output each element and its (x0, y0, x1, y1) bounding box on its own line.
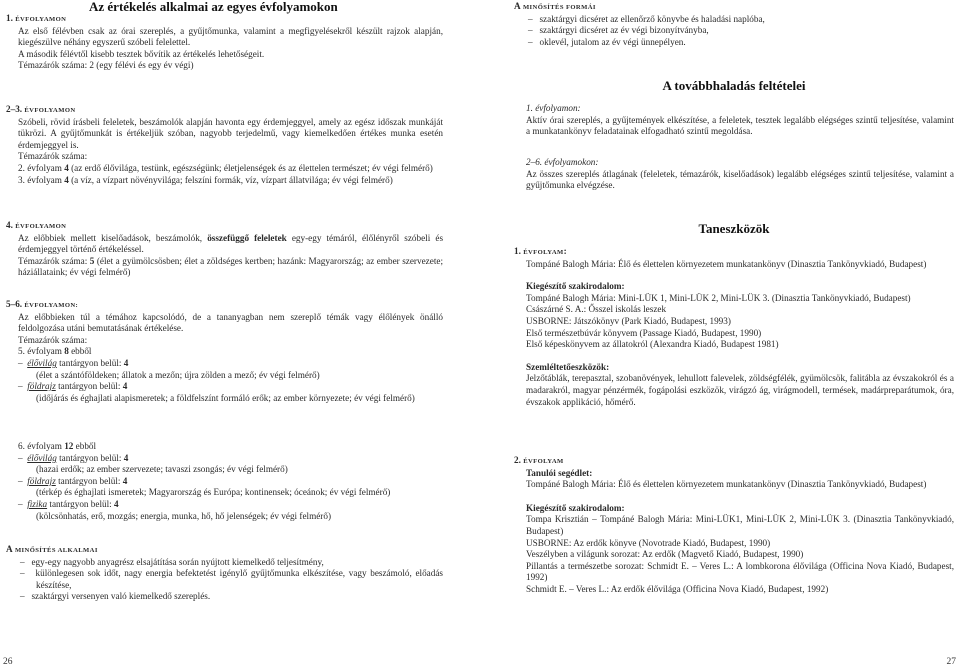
section-grade-4 (6, 220, 443, 279)
grade-6-summary: 6. évfolyam 12 ebből (18, 441, 97, 451)
paragraph: 2. évfolyam 4 (az erdő élővilága, testünk, egészségünk; életjelenségek és az élettelen természet; év végi felmérő) (18, 162, 433, 173)
subject-item: – földrajz tantárgyon belül: 4 (térkép és éghajlati ismeretek; Magyarország és Európa; kontinensek; óceánok; év végi felmérő) (18, 475, 391, 498)
grade-5-subjects (6, 358, 443, 404)
paragraph: Az előbbiek mellett kiselőadások, beszámolók, összefüggő feleletek egy-egy témáról, élőlényről szóbeli és érdemjeggyel történő értékeléssel. (18, 232, 444, 255)
section-grade-5-6 (6, 299, 443, 404)
section-grade-2-3 (6, 104, 443, 186)
list-item: Első természetbúvár könyvem (Passage Kiadó, Budapest, 1990) (526, 327, 762, 338)
paragraph: 3. évfolyam 4 (a víz, a vízpart növényvilága; felszíni formák, víz, vízpart állatvilága; év végi felmérő) (18, 174, 393, 185)
section-heading: 2–3. ÉVFOLYAMON (6, 104, 76, 114)
list-item: USBORNE: Játszókönyv (Park Kiadó, Budapest, 1993) (526, 315, 731, 326)
subheading: Szemléltetőeszközök: (526, 361, 610, 372)
textbook-reference: Tompáné Balogh Mária: Élő és élettelen környezetem munkatankönyv (Dinasztia Tankönyvkiadó, Budapest) (526, 258, 927, 269)
paragraph: Témazárók száma: (18, 334, 88, 345)
tools-grade-1 (514, 246, 954, 408)
list-item: – szaktárgyi versenyen való kiemelkedő szereplés. (20, 591, 211, 602)
section-title-progression: A továbbhaladás feltételei (662, 78, 806, 93)
paragraph: Az előbbieken túl a témához kapcsolódó, de a tananyagban nem szereplő témák vagy élőlények önálló feldolgozása utáni bemutatásának értékelése. (18, 311, 443, 334)
subheading: Kiegészítő szakirodalom: (526, 502, 625, 513)
list-item: Tompáné Balogh Mária: Mini-LÜK 1, Mini-LÜK 2, Mini-LÜK 3. (Dinasztia Tankönyvkiadó, Budapest) (526, 292, 911, 303)
section-qualification-forms (514, 1, 954, 48)
list-item: – oklevél, jutalom az év végi ünnepélyen. (528, 36, 686, 47)
list-item: Pillantás a természetbe sorozat: Schmidt E. – Veres L.: A lombkorona élővilága (Officina Nova Kiadó, Budapest, 1992) (526, 560, 954, 583)
grade-6-block (6, 441, 443, 522)
list-item: – különlegesen sok időt, nagy energia befektetést igénylő gyűjtőmunka elkészítése, vagy beszámoló, előadás készítése, (20, 568, 443, 590)
subject-item: – földrajz tantárgyon belül: 4 (időjárás és éghajlati alapismeretek; a földfelszínt formáló erők; az ember környezete; év végi felmérő) (18, 381, 415, 403)
list-item: Császárné S. A.: Ősszel iskolás leszek (526, 304, 667, 315)
section-qualification-occasions (6, 544, 443, 603)
tools-grade-2 (514, 455, 954, 596)
subject-item: – élővilág tantárgyon belül: 4 (élet a szántóföldeken; állatok a mezőn; újra zölden a mező; év végi felmérő) (18, 357, 320, 380)
section-heading: 5–6. ÉVFOLYAMON: (6, 299, 79, 309)
page-number-left: 26 (3, 657, 13, 667)
paragraph: Aktív órai szereplés, a gyűjtemények elkészítése, a feleletek, tesztek legalább elégséges szintű teljesítése, valamint a munkatankönyv feladatainak elfogadható szintű megoldása. (526, 114, 954, 137)
progression-grade-1 (514, 103, 954, 138)
section-heading: A MINŐSÍTÉS ALKALMAI (6, 544, 98, 554)
progression-grade-2-6 (514, 157, 954, 192)
paragraph: A második félévtől kisebb tesztek bővítik az értékelés lehetőségeit. (18, 48, 265, 59)
subject-item: – élővilág tantárgyon belül: 4 (hazai erdők; az ember szervezete; tavaszi zsongás; év végi felmérő) (18, 452, 288, 475)
list-item: – szaktárgyi dicséret az év végi bizonyítványba, (528, 25, 709, 36)
list-item: – szaktárgyi dicséret az ellenőrző könyvbe és haladási naplóba, (528, 13, 765, 24)
page-title: Az értékelés alkalmai az egyes évfolyamokon (89, 0, 338, 14)
section-heading: 1. ÉVFOLYAMON (6, 13, 67, 23)
subheading: 2–6. évfolyamokon: (526, 157, 599, 167)
grade-5-summary: 5. évfolyam 8 ebből (18, 346, 92, 357)
section-heading: 2. ÉVFOLYAM (514, 455, 564, 465)
section-grade-1 (6, 13, 443, 72)
list-item: Veszélyben a világunk sorozat: Az erdők (Magvető Kiadó, Budapest, 1990) (526, 549, 804, 560)
paragraph: Szóbeli, rövid írásbeli feleletek, beszámolók alapján havonta egy érdemjeggyel, amely az egész időszak munkáját tükrözi. A gyűjtőmunkát is értékeljük szóban, nagyobb terjedelmű, vagy kiemelkedően értékes munka esetén érdemjeggyel is. (18, 116, 443, 150)
subject-item: – fizika tantárgyon belül: 4 (kölcsönhatás, erő, mozgás; energia, munka, hő, hő jelenségek; év végi felmérő) (18, 498, 332, 521)
list-item: Tompa Krisztián – Tompáné Balogh Mária: Mini-LÜK1, Mini-LÜK 2, Mini-LÜK 3. (Dinasztia Tankönyvkiadó, Budapest) (526, 514, 954, 536)
paragraph: Témazárók száma: 2 (egy félévi és egy év végi) (18, 60, 194, 71)
textbook-reference: Tompáné Balogh Mária: Élő és élettelen környezetem munkatankönyv (Dinasztia Tankönyvkiadó, Budapest) (526, 479, 927, 490)
list-item: Első képeskönyvem az állatokról (Alexandra Kiadó, Budapest 1981) (526, 339, 779, 350)
subheading: Kiegészítő szakirodalom: (526, 281, 625, 292)
subheading: 1. évfolyamon: (526, 103, 581, 113)
paragraph: Témazárók száma: (18, 151, 88, 162)
paragraph: Az összes szereplés átlagának (feleletek, témazárók, kiselőadások) legalább elégséges szintű teljesítése, valamint a gyűjtőmunka elvégzése. (526, 168, 954, 191)
list-item: Schmidt E. – Veres L.: Az erdők élővilága (Officina Nova Kiadó, Budapest, 1992) (526, 583, 829, 594)
list-item: – egy-egy nagyobb anyagrész elsajátítása során nyújtott kiemelkedő teljesítmény, (20, 556, 324, 567)
section-heading: 4. ÉVFOLYAMON (6, 220, 67, 230)
page-number-right: 27 (946, 657, 956, 667)
section-heading: 1. ÉVFOLYAM: (514, 246, 567, 256)
paragraph: Témazárók száma: 5 (élet a gyümölcsösben; élet a zöldséges kertben; hazánk: Magyarország; az ember szervezete; háziállataink; év végi felmérő) (18, 255, 444, 278)
paragraph: Az első félévben csak az órai szereplés, a gyűjtőmunka, valamint a megfigyelésekről készült rajzok alapján, kiegészülve néhány egyszerű szóbeli felelettel. (18, 25, 443, 48)
section-heading: A MINŐSÍTÉS FORMÁI (514, 1, 596, 11)
list-item: USBORNE: Az erdők könyve (Novotrade Kiadó, Budapest, 1990) (526, 537, 771, 548)
paragraph: Jelzőtáblák, terepasztal, szobanövények, lehullott falevelek, zöldségfélék, gyümölcsök, falitábla az évszakokról és a madarakról, magyar pénzérmék, fogápolási eszközök, virágzó ág, virágmodell, termések, madárpreparátumok, óra, évszakok applikáció, hőmérő. (526, 373, 954, 407)
section-title-tools: Taneszközök (698, 221, 770, 236)
subheading: Tanulói segédlet: (526, 467, 593, 478)
